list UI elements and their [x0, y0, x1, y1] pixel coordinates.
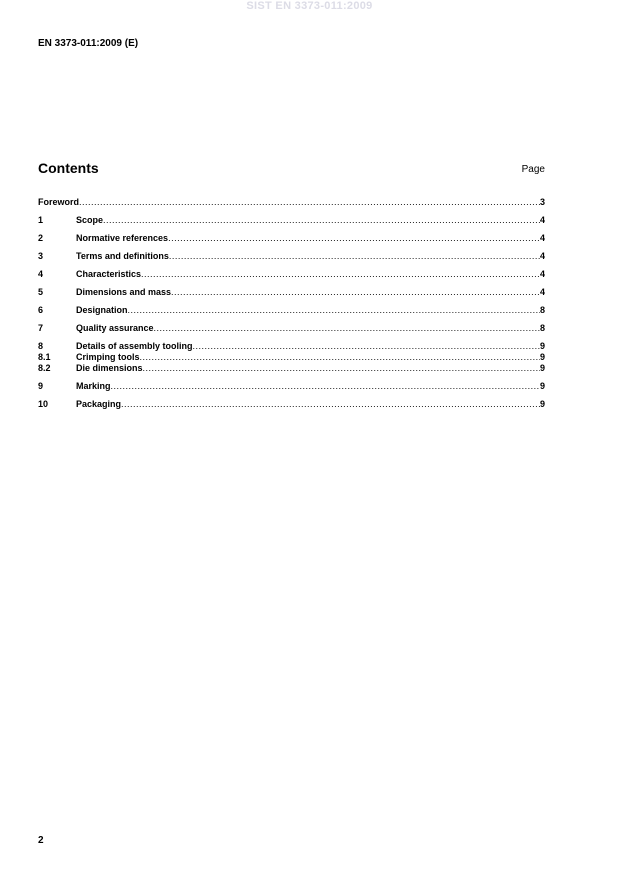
toc-entry-page: 3 [539, 197, 545, 207]
toc-leader-dots [168, 233, 540, 244]
toc-entry-page: 8 [539, 323, 545, 333]
toc-entry-die-dimensions[interactable] [38, 363, 545, 374]
toc-entry-normative-references[interactable] [38, 233, 545, 244]
toc-entry-quality-assurance[interactable] [38, 323, 545, 334]
toc-entry-number: 8 [38, 341, 44, 351]
toc-entry-title: Scope [76, 215, 104, 225]
toc-entry-number: 2 [38, 233, 44, 243]
toc-entry-title: Foreword [38, 197, 80, 207]
toc-entry-page: 9 [539, 352, 545, 362]
toc-leader-dots [79, 197, 540, 208]
page-number: 2 [38, 835, 44, 846]
toc-entry-title: Designation [76, 305, 128, 315]
toc-leader-dots [171, 287, 540, 298]
toc-leader-dots [143, 363, 540, 374]
toc-entry-page: 4 [539, 287, 545, 297]
toc-entry-title: Die dimensions [76, 363, 143, 373]
toc-entry-foreword[interactable] [38, 197, 545, 208]
toc-leader-dots [103, 215, 540, 226]
document-identifier: EN 3373-011:2009 (E) [38, 38, 139, 49]
toc-entry-details-of-assembly-tooling[interactable] [38, 341, 545, 352]
toc-entry-page: 8 [539, 305, 545, 315]
toc-entry-characteristics[interactable] [38, 269, 545, 280]
toc-entry-number: 4 [38, 269, 44, 279]
toc-entry-page: 4 [539, 233, 545, 243]
toc-entry-title: Crimping tools [76, 352, 140, 362]
toc-entry-title: Normative references [76, 233, 169, 243]
toc-entry-page: 4 [539, 251, 545, 261]
toc-entry-number: 1 [38, 215, 44, 225]
toc-entry-page: 9 [539, 381, 545, 391]
toc-leader-dots [169, 251, 540, 262]
toc-entry-dimensions-and-mass[interactable] [38, 287, 545, 298]
table-of-contents [38, 197, 545, 410]
toc-entry-number: 9 [38, 381, 44, 391]
toc-entry-number: 8.2 [38, 363, 51, 373]
toc-entry-number: 6 [38, 305, 44, 315]
toc-entry-title: Details of assembly tooling [76, 341, 193, 351]
toc-entry-page: 9 [539, 341, 545, 351]
contents-heading: Contents [38, 160, 99, 176]
toc-leader-dots [128, 305, 540, 316]
toc-entry-number: 7 [38, 323, 44, 333]
toc-entry-page: 9 [539, 399, 545, 409]
toc-entry-title: Packaging [76, 399, 122, 409]
toc-entry-title: Dimensions and mass [76, 287, 172, 297]
toc-leader-dots [121, 399, 540, 410]
toc-entry-number: 3 [38, 251, 44, 261]
toc-leader-dots [140, 352, 540, 363]
toc-entry-title: Characteristics [76, 269, 142, 279]
toc-leader-dots [141, 269, 540, 280]
toc-entry-packaging[interactable] [38, 399, 545, 410]
toc-entry-crimping-tools[interactable] [38, 352, 545, 363]
toc-entry-scope[interactable] [38, 215, 545, 226]
toc-entry-number: 5 [38, 287, 44, 297]
toc-entry-page: 4 [539, 269, 545, 279]
toc-leader-dots [154, 323, 540, 334]
toc-entry-terms-and-definitions[interactable] [38, 251, 545, 262]
toc-entry-number: 10 [38, 399, 49, 409]
toc-entry-title: Marking [76, 381, 111, 391]
toc-entry-title: Terms and definitions [76, 251, 169, 261]
toc-entry-designation[interactable] [38, 305, 545, 316]
toc-entry-number: 8.1 [38, 352, 51, 362]
toc-entry-title: Quality assurance [76, 323, 154, 333]
toc-leader-dots [193, 341, 540, 352]
toc-entry-page: 4 [539, 215, 545, 225]
toc-entry-marking[interactable] [38, 381, 545, 392]
page-column-label: Page [521, 164, 545, 175]
toc-leader-dots [111, 381, 540, 392]
watermark: SIST EN 3373-011:2009 [246, 0, 373, 12]
toc-entry-page: 9 [539, 363, 545, 373]
